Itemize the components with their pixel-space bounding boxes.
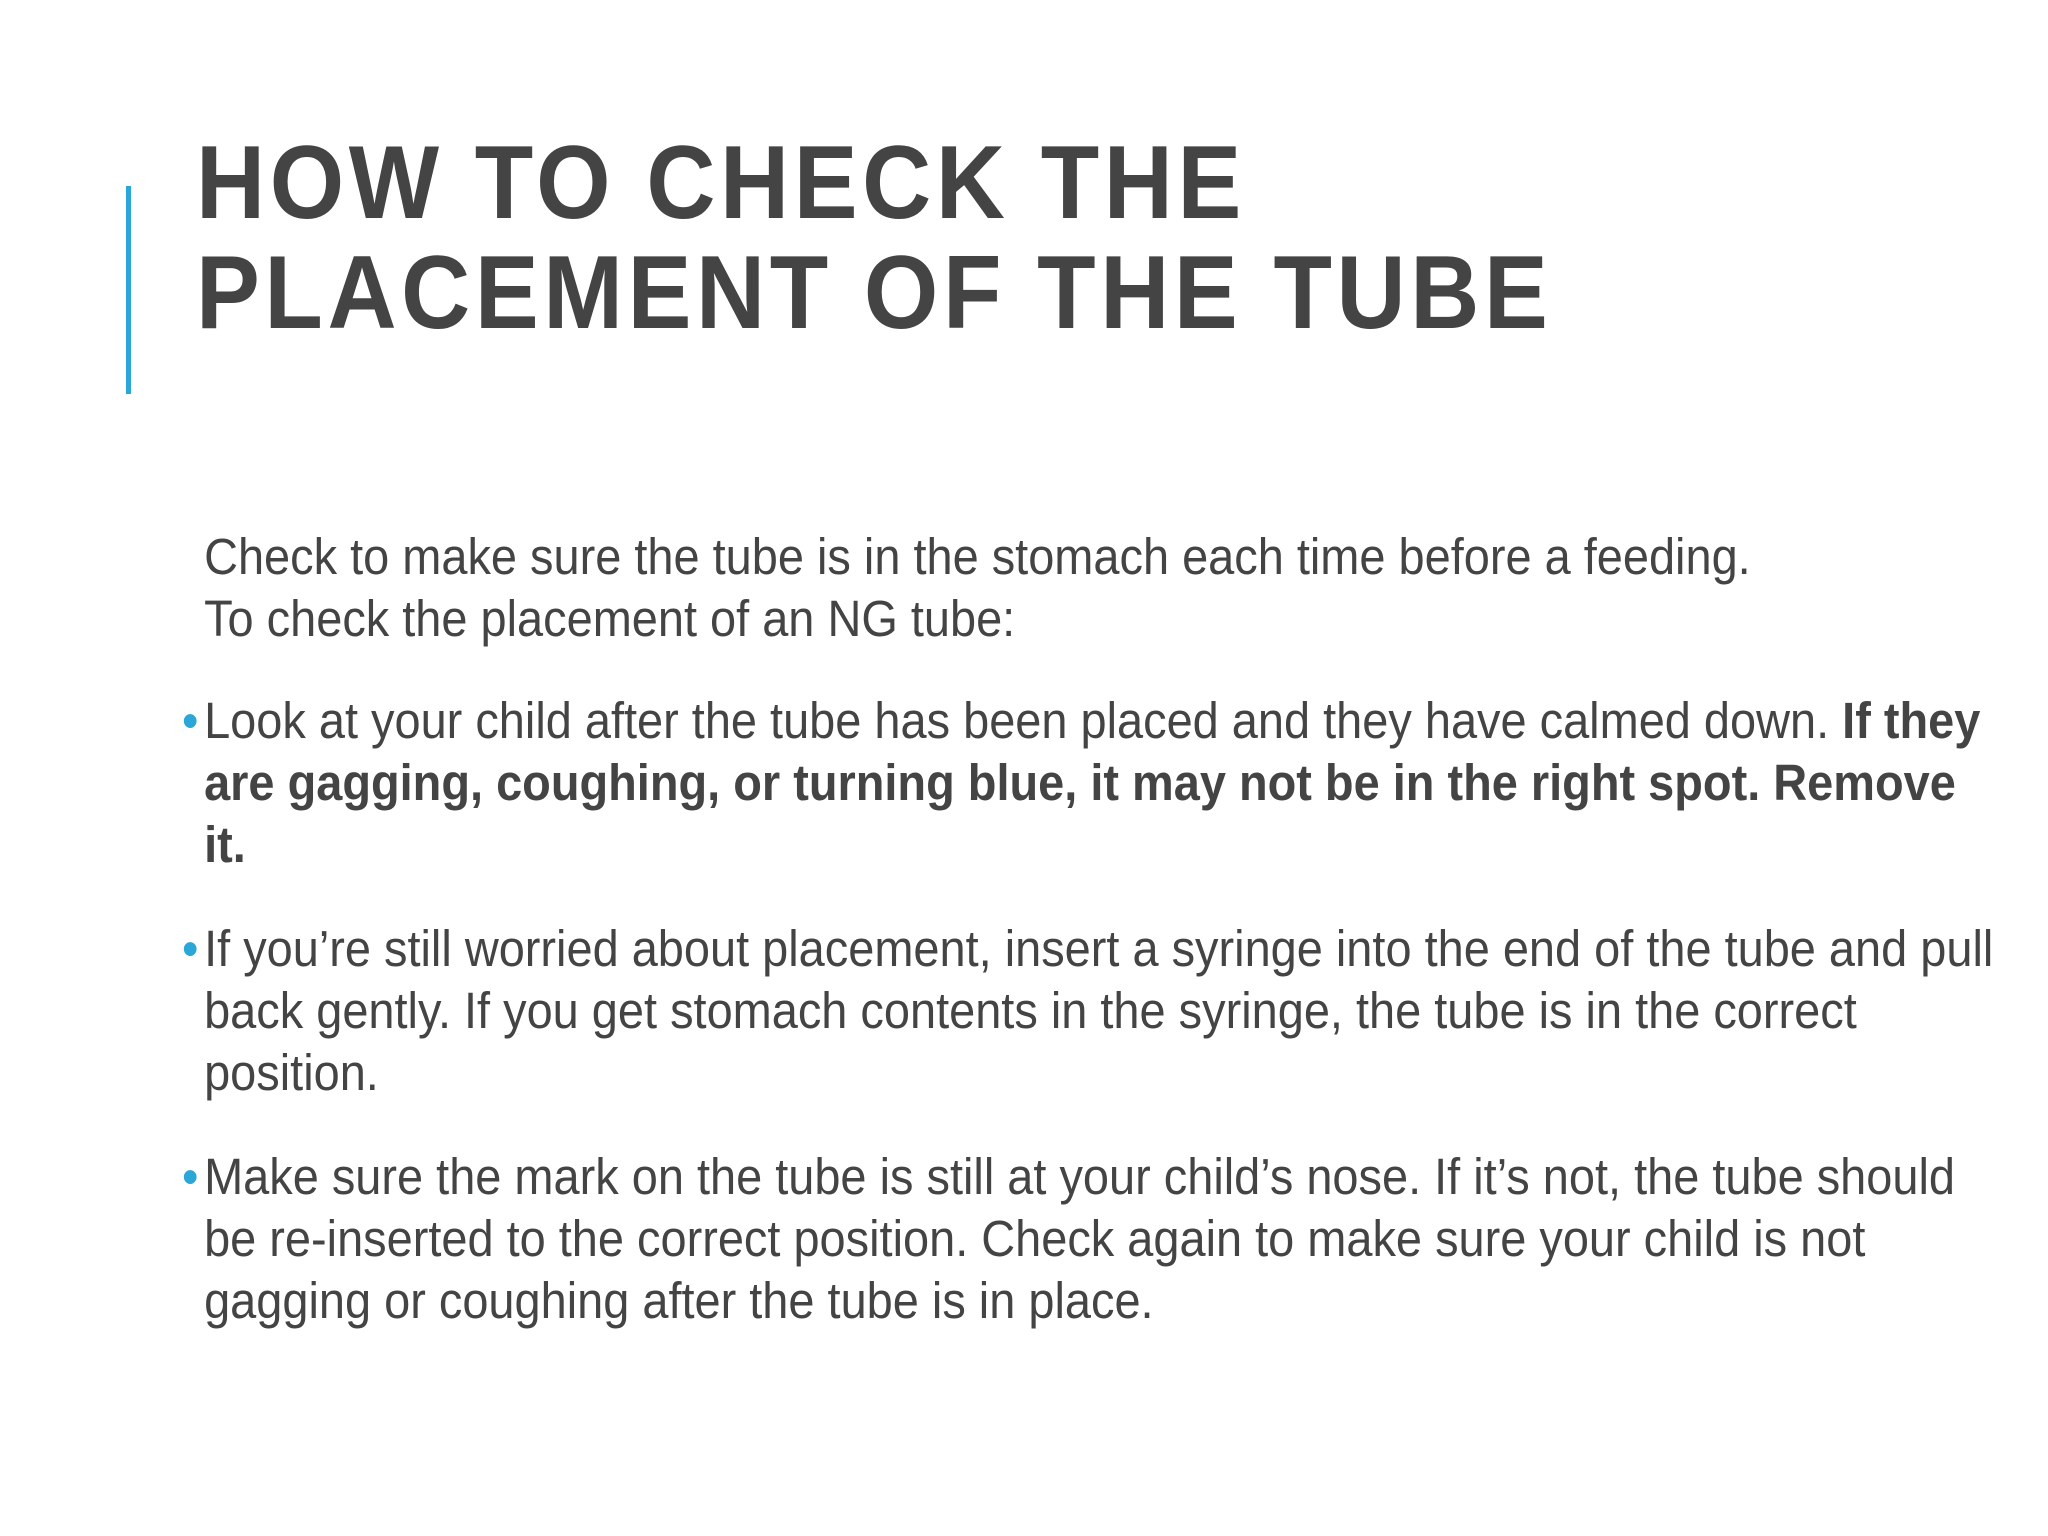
bullet-marker: • [182,1148,199,1205]
slide-title-line-2: PLACEMENT OF THE TUBE [196,235,1553,351]
intro-paragraph [182,526,2007,650]
bullet-item-2 [182,918,2007,1104]
slide-title-line-1: HOW TO CHECK THE [196,125,1246,241]
title-accent-bar [126,186,131,394]
bullet-item-3 [182,1146,2007,1332]
bullet-item-1 [182,690,2007,876]
intro-line-1: Check to make sure the tube is in the stomach each time before a feeding. [204,528,1751,585]
slide-body [182,526,1994,1374]
bullet-marker: • [182,692,199,749]
bullet-text: If you’re still worried about placement, insert a syringe into the end of the tube and pull back gently. If you get stomach contents in the syringe, the tube is in the correct position. [204,920,1994,1101]
intro-line-2: To check the placement of an NG tube: [204,590,1016,647]
bullet-warning-text: If they are gagging, coughing, or turning blue, it may not be in the right spot. Remove it. [204,692,1981,873]
bullet-marker: • [182,920,199,977]
bullet-text: Make sure the mark on the tube is still at your child’s nose. If it’s not, the tube should be re-inserted to the correct position. Check again to make sure your child is not gagging or coughing after the tube is in place. [204,1148,1955,1329]
slide-title [196,125,1760,351]
bullet-text: Look at your child after the tube has been placed and they have calmed down. [204,692,1843,749]
